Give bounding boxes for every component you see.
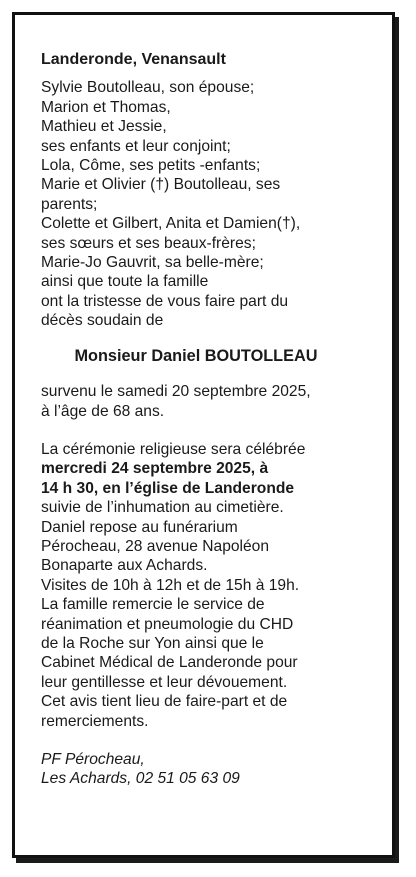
location-heading: Landeronde, Venansault [41, 51, 226, 68]
paragraph-gap [41, 421, 341, 440]
family-line: Marie et Olivier (†) Boutolleau, ses [41, 176, 281, 194]
ceremony-line: Visites de 10h à 12h et de 15h à 19h. [41, 576, 300, 594]
ceremony-details [41, 440, 341, 731]
ceremony-intro: La cérémonie religieuse sera célébrée [41, 440, 306, 458]
death-details [41, 382, 341, 421]
funeral-home-name: PF Pérocheau, [41, 751, 145, 768]
family-line: ses enfants et leur conjoint; [41, 137, 231, 155]
ceremony-line: remerciements. [41, 712, 149, 730]
ceremony-line: Cabinet Médical de Landeronde pour [41, 654, 298, 672]
ceremony-line: leur gentillesse et leur dévouement. [41, 673, 288, 691]
funeral-home-contact: Les Achards, 02 51 05 63 09 [41, 770, 240, 788]
ceremony-line: La famille remercie le service de [41, 596, 265, 614]
family-line: parents; [41, 195, 98, 213]
ceremony-place: 14 h 30, en l’église de Landeronde [41, 479, 295, 497]
ceremony-date: mercredi 24 septembre 2025, à [41, 460, 269, 478]
ceremony-line: de la Roche sur Yon ainsi que le [41, 634, 264, 652]
family-line: Colette et Gilbert, Anita et Damien(†), [41, 215, 301, 233]
death-line: à l’âge de 68 ans. [41, 402, 165, 420]
family-line: décès soudain de [41, 312, 164, 330]
family-line: Marie-Jo Gauvrit, sa belle-mère; [41, 254, 264, 272]
ceremony-line: Pérocheau, 28 avenue Napoléon [41, 537, 270, 555]
ceremony-line: suivie de l’inhumation au cimetière. [41, 499, 284, 517]
family-line: Marion et Thomas, [41, 98, 171, 116]
ceremony-line: Bonaparte aux Achards. [41, 557, 208, 575]
ceremony-line: Cet avis tient lieu de faire-part et de [41, 693, 288, 711]
deceased-name: Monsieur Daniel BOUTOLLEAU [74, 346, 318, 365]
death-line: survenu le samedi 20 septembre 2025, [41, 383, 311, 401]
paragraph-gap [41, 731, 341, 750]
family-line: ainsi que toute la famille [41, 273, 209, 291]
funeral-home [41, 750, 341, 789]
family-line: Lola, Côme, ses petits -enfants; [41, 157, 261, 175]
family-line: ont la tristesse de vous faire part du [41, 292, 289, 310]
family-line: Sylvie Boutolleau, son épouse; [41, 79, 255, 97]
family-list [41, 78, 341, 330]
family-line: Mathieu et Jessie, [41, 118, 167, 136]
ceremony-line: réanimation et pneumologie du CHD [41, 615, 294, 633]
ceremony-line: Daniel repose au funérarium [41, 518, 238, 536]
family-line: ses sœurs et ses beaux-frères; [41, 234, 256, 252]
obituary-content [41, 50, 341, 789]
